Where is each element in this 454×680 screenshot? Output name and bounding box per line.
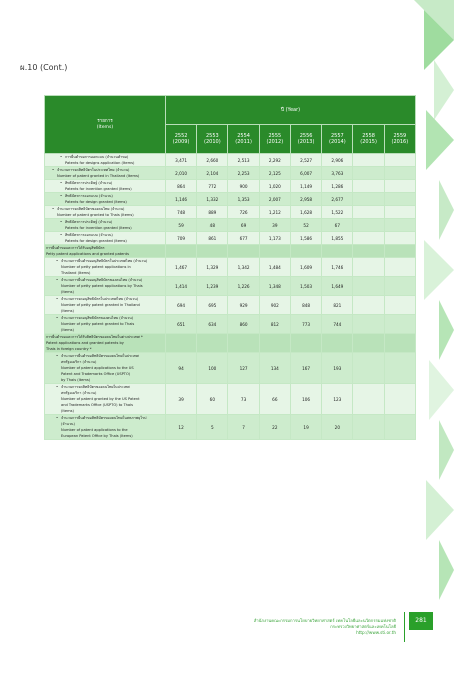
value-cell <box>384 245 415 258</box>
year-thai: 2558 <box>362 133 375 139</box>
value-cell: 2,660 <box>197 154 228 167</box>
value-cell: 12 <box>165 415 196 440</box>
value-cell: 772 <box>197 180 228 193</box>
table-row <box>45 193 416 206</box>
value-cell <box>384 296 415 315</box>
value-cell <box>228 334 259 353</box>
value-cell: 1,173 <box>259 232 290 245</box>
value-cell: 1,503 <box>290 277 321 296</box>
table-row <box>45 206 416 219</box>
item-label-text: การยื่นคำขอและการได้รับอนุสิทธิบัตร <box>46 246 105 250</box>
item-label-cell <box>45 334 166 353</box>
value-cell <box>197 334 228 353</box>
value-cell: 100 <box>197 353 228 384</box>
value-cell: 848 <box>290 296 321 315</box>
item-label-text: สิทธิบัตรการออกแบบ (จำนวน) <box>65 194 113 198</box>
value-cell: 6,007 <box>290 167 321 180</box>
value-cell: 1,342 <box>228 258 259 277</box>
item-label-text: จำนวนการยื่นคำขอสิทธิบัตรของคนไทยในประเทศ <box>61 354 139 358</box>
year-thai: 2555 <box>268 133 282 139</box>
item-label-text: สิทธิบัตรการออกแบบ (จำนวน) <box>65 233 113 237</box>
value-cell <box>353 353 384 384</box>
items-header-thai: รายการ <box>97 118 113 124</box>
value-cell: 1,348 <box>259 277 290 296</box>
value-cell: 2,527 <box>290 154 321 167</box>
year-thai: 2556 <box>299 133 313 139</box>
value-cell: 106 <box>290 384 321 415</box>
value-cell <box>384 219 415 232</box>
value-cell <box>384 167 415 180</box>
value-cell: 1,855 <box>322 232 353 245</box>
item-label-line <box>46 225 164 231</box>
year-gregorian: (2014) <box>329 139 346 145</box>
item-label-text: Number of patent applications to the <box>61 428 128 432</box>
value-cell <box>353 219 384 232</box>
item-label-text: Thailand (Items) <box>61 271 91 275</box>
value-cell: 127 <box>228 353 259 384</box>
value-cell: 812 <box>259 315 290 334</box>
value-cell: 60 <box>197 384 228 415</box>
footer-url[interactable]: http://www.sti.or.th <box>356 630 396 635</box>
item-label-text: จำนวนการจดสิทธิบัตรของคนไทยในประเทศ <box>61 385 130 389</box>
year-header <box>259 125 290 154</box>
value-cell: 1,146 <box>165 193 196 206</box>
value-cell: 773 <box>290 315 321 334</box>
value-cell <box>353 154 384 167</box>
value-cell: 1,746 <box>322 258 353 277</box>
year-header <box>165 125 196 154</box>
item-label-text: Number of petty patent granted in Thailand <box>61 303 140 307</box>
value-cell: 69 <box>228 219 259 232</box>
value-cell <box>353 193 384 206</box>
value-cell: 1,212 <box>259 206 290 219</box>
value-cell <box>384 315 415 334</box>
value-cell <box>353 206 384 219</box>
item-label-line <box>46 308 164 314</box>
value-cell <box>353 167 384 180</box>
value-cell: 94 <box>165 353 196 384</box>
item-label-text: Number of patent applications to the US <box>61 366 134 370</box>
value-cell: 1,649 <box>322 277 353 296</box>
item-label-cell <box>45 315 166 334</box>
value-cell: 2,906 <box>322 154 353 167</box>
value-cell: 52 <box>290 219 321 232</box>
item-label-text: สิทธิบัตรการประดิษฐ์ (จำนวน) <box>65 220 113 224</box>
item-label-text: Patent applications and granted patents by <box>46 341 124 345</box>
bullet-icon: • <box>60 181 63 185</box>
year-thai: 2557 <box>330 133 344 139</box>
value-cell: 860 <box>228 315 259 334</box>
value-cell: 861 <box>197 232 228 245</box>
item-label-text: (Items) <box>61 309 74 313</box>
value-cell <box>353 334 384 353</box>
item-label-line <box>46 173 164 179</box>
item-label-text: Patent and Trademarks Office (USPTO) <box>61 372 131 376</box>
value-cell <box>353 296 384 315</box>
patent-statistics-table <box>44 95 416 440</box>
value-cell: 20 <box>322 415 353 440</box>
value-cell <box>384 334 415 353</box>
value-cell <box>353 415 384 440</box>
bullet-icon: • <box>56 297 59 301</box>
item-label-text: Petty patent applications and granted patents <box>46 252 129 256</box>
item-label-text: Number of petty patent applications by Thais <box>61 284 143 288</box>
footer-divider <box>404 612 405 642</box>
item-label-text: by Thais (Items) <box>61 378 91 382</box>
value-cell <box>353 315 384 334</box>
value-cell <box>384 384 415 415</box>
value-cell <box>259 334 290 353</box>
bullet-icon: • <box>56 316 59 320</box>
bullet-icon: • <box>56 259 59 263</box>
item-label-text: สหรัฐอเมริกา (จำนวน) <box>61 391 97 395</box>
table-row <box>45 219 416 232</box>
item-label-text: (Items) <box>61 290 74 294</box>
value-cell: 677 <box>228 232 259 245</box>
item-label-cell <box>45 277 166 296</box>
value-cell: 889 <box>197 206 228 219</box>
value-cell: 66 <box>259 384 290 415</box>
item-label-text: สิทธิบัตรการประดิษฐ์ (จำนวน) <box>65 181 113 185</box>
value-cell <box>384 232 415 245</box>
value-cell <box>384 353 415 384</box>
item-label-text: European Patent Office by Thais (Items) <box>61 434 133 438</box>
footer-ministry: กระทรวงวิทยาศาสตร์และเทคโนโลยี <box>330 624 396 629</box>
value-cell <box>228 245 259 258</box>
value-cell: 726 <box>228 206 259 219</box>
section-header-row <box>45 334 416 353</box>
value-cell <box>353 277 384 296</box>
value-cell: 39 <box>259 219 290 232</box>
value-cell: 2,010 <box>165 167 196 180</box>
item-label-text: จำนวนการจดอนุสิทธิบัตรของคนไทย (จำนวน) <box>61 316 134 320</box>
value-cell: 67 <box>322 219 353 232</box>
data-table-container <box>44 95 416 440</box>
year-thai: 2553 <box>205 133 219 139</box>
value-cell: 1,586 <box>290 232 321 245</box>
value-cell: 864 <box>165 180 196 193</box>
value-cell <box>384 180 415 193</box>
value-cell <box>384 415 415 440</box>
bullet-icon: • <box>60 194 63 198</box>
item-label-text: (จำนวน) <box>61 422 75 426</box>
item-label-text: Number of patent granted to Thais (Items) <box>57 213 134 217</box>
item-label-line <box>46 251 164 257</box>
item-label-text: สหรัฐอเมริกา (จำนวน) <box>61 360 97 364</box>
item-label-cell <box>45 167 166 180</box>
value-cell <box>290 245 321 258</box>
bullet-icon: • <box>60 155 63 159</box>
value-cell <box>290 334 321 353</box>
bullet-icon: • <box>60 220 63 224</box>
table-row <box>45 232 416 245</box>
value-cell <box>353 180 384 193</box>
item-label-cell <box>45 232 166 245</box>
value-cell <box>384 193 415 206</box>
year-group-header: ปี (Year) <box>165 96 415 125</box>
bullet-icon: • <box>56 354 59 358</box>
value-cell: 1,414 <box>165 277 196 296</box>
item-label-text: จำนวนการจดสิทธิบัตรของคนไทย (จำนวน) <box>57 207 125 211</box>
item-label-cell <box>45 245 166 258</box>
value-cell: 73 <box>228 384 259 415</box>
year-gregorian: (2009) <box>172 139 190 145</box>
item-label-text: Number of petty patent applications in <box>61 265 131 269</box>
value-cell: 48 <box>197 219 228 232</box>
table-row <box>45 167 416 180</box>
value-cell <box>384 206 415 219</box>
value-cell <box>322 334 353 353</box>
item-label-cell <box>45 180 166 193</box>
year-header <box>197 125 228 154</box>
item-label-text: Number of patent granted in Thailand (Items) <box>57 174 140 178</box>
item-label-line <box>46 212 164 218</box>
item-label-line <box>46 327 164 333</box>
value-cell <box>353 245 384 258</box>
item-label-line <box>46 199 164 205</box>
value-cell: 651 <box>165 315 196 334</box>
item-label-text: and Trademarks Office (USPTO) to Thais <box>61 403 133 407</box>
value-cell: 1,484 <box>259 258 290 277</box>
value-cell: 2,292 <box>259 154 290 167</box>
value-cell: 2,253 <box>228 167 259 180</box>
item-label-text: Patents for design granted (Items) <box>65 200 127 204</box>
items-column-header <box>45 96 166 154</box>
table-row <box>45 180 416 193</box>
value-cell: 1,353 <box>228 193 259 206</box>
item-label-cell <box>45 415 166 440</box>
item-label-text: Thais in foreign country * <box>46 347 92 351</box>
value-cell: 1,149 <box>290 180 321 193</box>
section-header-row <box>45 245 416 258</box>
item-label-text: จำนวนการยื่นคำขออนุสิทธิบัตรในประเทศไทย (จำนวน) <box>61 259 148 263</box>
year-gregorian: (2013) <box>297 139 315 145</box>
item-label-text: Patents for invention granted (Items) <box>65 226 132 230</box>
item-label-text: Patents for designs application (Items) <box>65 161 135 165</box>
items-header-english: (Items) <box>96 124 114 130</box>
value-cell: 2,104 <box>197 167 228 180</box>
value-cell: 39 <box>165 384 196 415</box>
value-cell: 134 <box>259 353 290 384</box>
value-cell: 695 <box>197 296 228 315</box>
value-cell: 1,609 <box>290 258 321 277</box>
value-cell: 3,471 <box>165 154 196 167</box>
year-gregorian: (2012) <box>266 139 284 145</box>
item-label-text: Number of petty patent granted to Thais <box>61 322 135 326</box>
value-cell <box>384 258 415 277</box>
table-row <box>45 258 416 277</box>
year-thai: 2559 <box>393 133 407 139</box>
table-row <box>45 296 416 315</box>
bullet-icon: • <box>52 207 55 211</box>
value-cell <box>165 334 196 353</box>
item-label-line <box>46 289 164 295</box>
item-label-cell <box>45 154 166 167</box>
value-cell: 59 <box>165 219 196 232</box>
item-label-text: Patents for invention granted (Items) <box>65 187 132 191</box>
item-label-cell <box>45 193 166 206</box>
value-cell: 2,125 <box>259 167 290 180</box>
bullet-icon: • <box>56 416 59 420</box>
year-gregorian: (2010) <box>204 139 221 145</box>
item-label-text: (Items) <box>61 328 74 332</box>
item-label-cell <box>45 219 166 232</box>
value-cell: 167 <box>290 353 321 384</box>
value-cell <box>322 245 353 258</box>
value-cell: 929 <box>228 296 259 315</box>
value-cell: 821 <box>322 296 353 315</box>
value-cell: 902 <box>259 296 290 315</box>
item-label-text: จำนวนการจดสิทธิบัตรในประเทศไทย (จำนวน) <box>57 168 130 172</box>
item-label-line <box>46 186 164 192</box>
table-row <box>45 415 416 440</box>
value-cell: 193 <box>322 353 353 384</box>
value-cell: 2,007 <box>259 193 290 206</box>
value-cell <box>384 154 415 167</box>
year-header <box>290 125 321 154</box>
table-row <box>45 384 416 415</box>
value-cell <box>353 232 384 245</box>
footer-text <box>176 618 396 636</box>
item-label-text: จำนวนการจดอนุสิทธิบัตรในประเทศไทย (จำนวน) <box>61 297 139 301</box>
value-cell: 1,239 <box>197 277 228 296</box>
item-label-cell <box>45 258 166 277</box>
item-label-text: (Items) <box>61 409 74 413</box>
table-body <box>45 154 416 440</box>
value-cell <box>384 277 415 296</box>
value-cell: 748 <box>165 206 196 219</box>
value-cell <box>353 384 384 415</box>
item-label-cell <box>45 206 166 219</box>
item-label-cell <box>45 353 166 384</box>
value-cell: 634 <box>197 315 228 334</box>
value-cell <box>165 245 196 258</box>
item-label-cell <box>45 296 166 315</box>
item-label-text: จำนวนการยื่นคำขออนุสิทธิบัตรของคนไทย (จำนวน) <box>61 278 143 282</box>
value-cell: 123 <box>322 384 353 415</box>
value-cell: 3,763 <box>322 167 353 180</box>
item-label-text: Number of patent granted by the US Patent <box>61 397 140 401</box>
value-cell <box>259 245 290 258</box>
table-row <box>45 277 416 296</box>
year-thai: 2552 <box>174 133 188 139</box>
item-label-line <box>46 433 164 439</box>
page-title: ผ.10 (Cont.) <box>20 63 68 72</box>
year-header <box>353 125 384 154</box>
year-header <box>228 125 259 154</box>
year-gregorian: (2011) <box>235 139 252 145</box>
table-row <box>45 315 416 334</box>
value-cell: 1,020 <box>259 180 290 193</box>
item-label-line <box>46 346 164 352</box>
table-row <box>45 353 416 384</box>
value-cell: 19 <box>290 415 321 440</box>
value-cell: 1,628 <box>290 206 321 219</box>
value-cell: 900 <box>228 180 259 193</box>
value-cell: 2,513 <box>228 154 259 167</box>
item-label-line <box>46 377 164 383</box>
year-header <box>322 125 353 154</box>
value-cell: 7 <box>228 415 259 440</box>
value-cell <box>197 245 228 258</box>
item-label-line <box>46 160 164 166</box>
value-cell: 1,522 <box>322 206 353 219</box>
value-cell: 694 <box>165 296 196 315</box>
bullet-icon: • <box>56 278 59 282</box>
bullet-icon: • <box>60 233 63 237</box>
value-cell: 2,958 <box>290 193 321 206</box>
bullet-icon: • <box>56 385 59 389</box>
year-thai: 2554 <box>237 133 250 139</box>
value-cell: 1,286 <box>322 180 353 193</box>
year-gregorian: (2015) <box>360 139 377 145</box>
page-number: 281 <box>409 612 433 630</box>
item-label-line <box>46 270 164 276</box>
year-gregorian: (2016) <box>391 139 409 145</box>
value-cell: 22 <box>259 415 290 440</box>
item-label-text: การยื่นคำขอและการได้รับสิทธิบัตรของคนไทยในต่างประเทศ * <box>46 335 143 339</box>
item-label-text: การยื่นคำขอการออกแบบ (จำนวนคำขอ) <box>65 155 129 159</box>
table-row <box>45 154 416 167</box>
value-cell <box>353 258 384 277</box>
value-cell: 5 <box>197 415 228 440</box>
item-label-cell <box>45 384 166 415</box>
value-cell: 709 <box>165 232 196 245</box>
item-label-text: จำนวนการยื่นคำขอสิทธิบัตรของคนไทยในสหภาพยุโรป <box>61 416 147 420</box>
year-header <box>384 125 415 154</box>
item-label-text: Patents for design granted (Items) <box>65 239 127 243</box>
value-cell: 744 <box>322 315 353 334</box>
value-cell: 1,226 <box>228 277 259 296</box>
value-cell: 1,332 <box>197 193 228 206</box>
item-label-line <box>46 408 164 414</box>
bullet-icon: • <box>52 168 55 172</box>
value-cell: 1,467 <box>165 258 196 277</box>
footer-agency: สำนักงานคณะกรรมการนโยบายวิทยาศาสตร์ เทคโนโลยีและนวัตกรรมแห่งชาติ <box>253 618 396 623</box>
value-cell: 1,329 <box>197 258 228 277</box>
item-label-line <box>46 238 164 244</box>
value-cell: 2,677 <box>322 193 353 206</box>
